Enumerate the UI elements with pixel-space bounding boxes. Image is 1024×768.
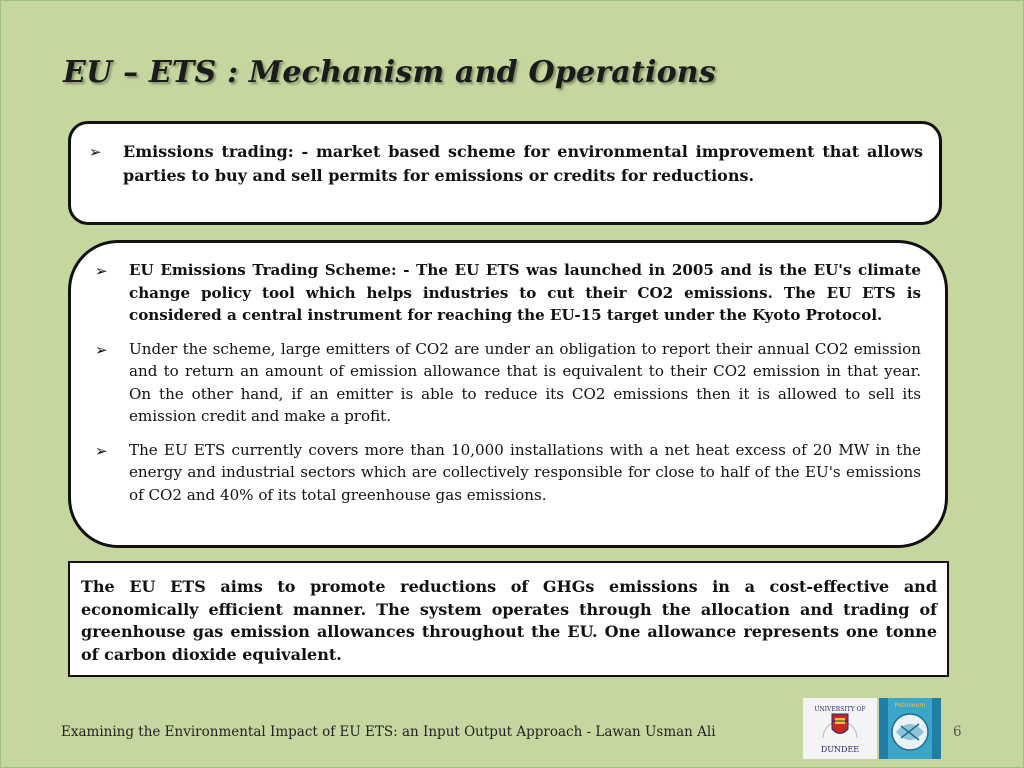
arrow-bullet-icon: ➢ bbox=[95, 262, 108, 280]
footer-text: Examining the Environmental Impact of EU ETS: an Input Output Approach - Lawan Usman Ali bbox=[61, 724, 716, 740]
page-number: 6 bbox=[953, 724, 962, 740]
arrow-bullet-icon: ➢ bbox=[89, 143, 102, 161]
dundee-crest-icon bbox=[803, 698, 877, 759]
bullet-text: The EU ETS currently covers more than 10,000 installations with a net heat excess of 20 MW in the energy and industrial sectors which are collectively responsible for close to half of the EU's emissions of CO2 and 40% of its total greenhouse gas emissions. bbox=[129, 440, 921, 504]
petroleum-logo-icon bbox=[879, 698, 941, 759]
summary-box bbox=[68, 561, 949, 677]
summary-text: The EU ETS aims to promote reductions of GHGs emissions in a cost-effective and economically efficient manner. The system operates through the allocation and trading of greenhouse gas emission allowances throughout the EU. One allowance represents one tonne of carbon dioxide equivalent. bbox=[81, 577, 937, 664]
arrow-bullet-icon: ➢ bbox=[95, 340, 108, 359]
petroleum-institute-logo bbox=[879, 698, 941, 759]
bullet-text: Emissions trading: - market based scheme for environmental improvement that allows parties to buy and sell permits for emissions or credits for reductions. bbox=[123, 142, 923, 185]
dundee-logo-top-text: UNIVERSITY OF bbox=[814, 706, 866, 713]
list-item bbox=[89, 140, 923, 188]
bullet-text: Under the scheme, large emitters of CO2 are under an obligation to report their annual CO2 emission and to return an amount of emission allowance that is equivalent to their CO2 emission in that year. On the other hand, if an emitter is able to reduce its CO2 emissions then it is allowed to sell its emission credit and make a profit. bbox=[129, 339, 921, 425]
list-item bbox=[95, 338, 921, 428]
bullet-text: EU Emissions Trading Scheme: - The EU ETS was launched in 2005 and is the EU's climate change policy tool which helps industries to cut their CO2 emissions. The EU ETS is considered a central instrument for reaching the EU-15 target under the Kyoto Protocol. bbox=[129, 261, 921, 324]
university-of-dundee-logo bbox=[803, 698, 877, 759]
definition-box bbox=[68, 121, 942, 225]
arrow-bullet-icon: ➢ bbox=[95, 441, 108, 460]
dundee-logo-bottom-text: DUNDEE bbox=[820, 745, 860, 754]
slide-title: EU – ETS : Mechanism and Operations bbox=[63, 55, 716, 90]
list-item bbox=[95, 439, 921, 507]
eu-ets-details-box bbox=[68, 240, 948, 548]
petroleum-logo-text: Petroleum bbox=[894, 702, 926, 709]
list-item bbox=[95, 259, 921, 327]
